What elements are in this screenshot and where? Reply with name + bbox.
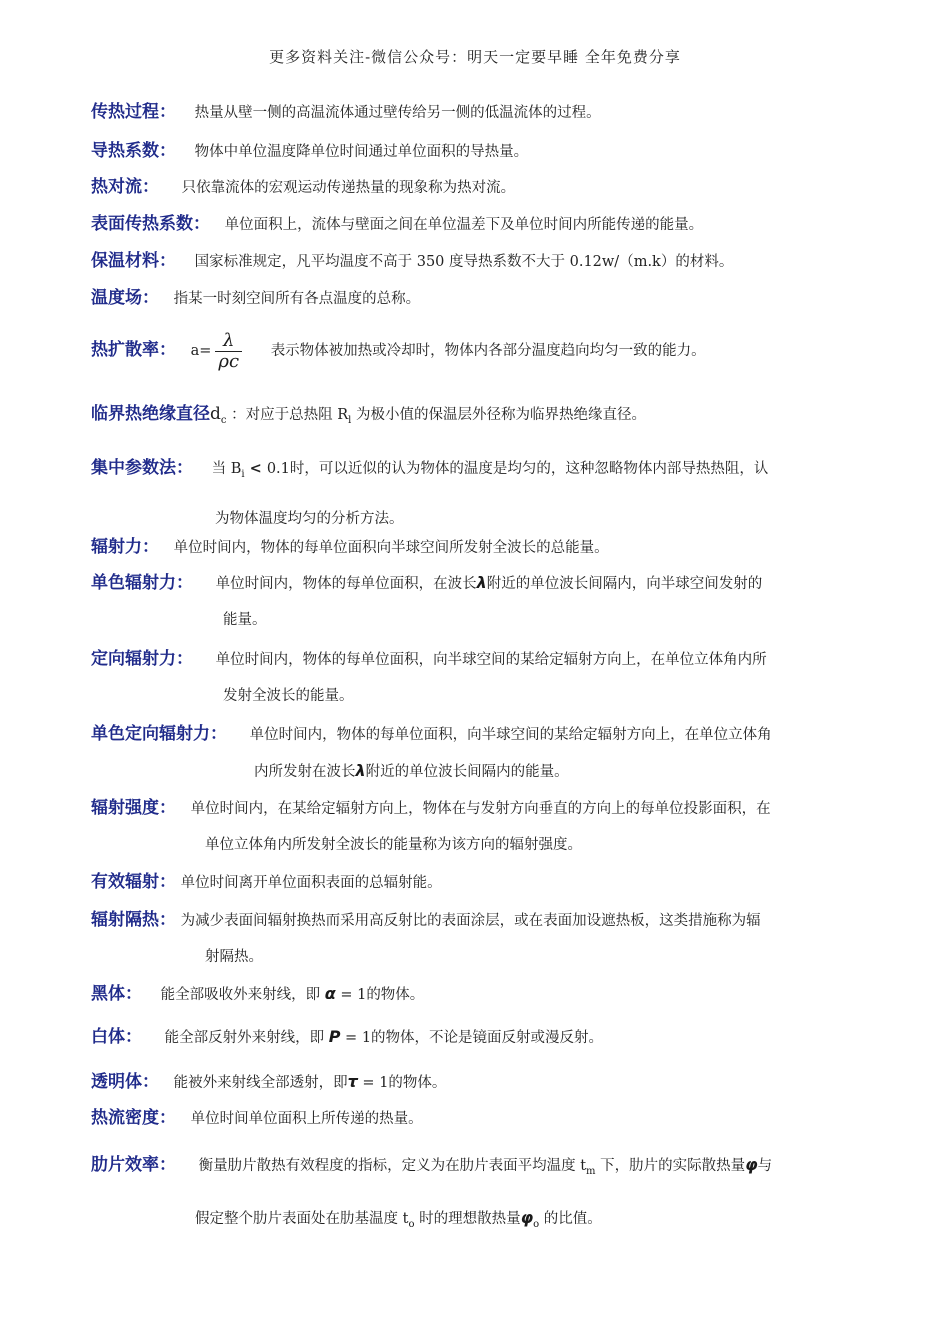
definition-surface-heat-transfer-coefficient (91, 206, 861, 243)
definition-text: 单位时间内，物体的每单位面积，向半球空间的某给定辐射方向上，在单位立体角 (249, 727, 772, 743)
term-label: 传热过程： (91, 102, 176, 122)
definition-text: 单位时间内，物体的每单位面积，向半球空间的某给定辐射方向上，在单位立体角内所 (215, 652, 767, 668)
definition-text-b: 0.1时，可以近似的认为物体的温度是均匀的，这种忽略物体内部导热热阻，认 (266, 461, 769, 477)
term-label: 热流密度： (91, 1108, 176, 1128)
definition-text: 国家标准规定，凡平均温度不高于 350 度导热系数不大于 0.12w/（m.k）的材料。 (194, 254, 734, 270)
term-label: 导热系数： (91, 141, 176, 161)
equals-one: = 1 (357, 1075, 389, 1091)
definition-effective-radiation (91, 864, 861, 901)
definition-text-b: 的物体，不论是镜面反射或漫反射。 (371, 1030, 604, 1046)
definition-critical-insulation-diameter (91, 396, 861, 439)
symbol-phi-zero: φ (520, 1207, 534, 1227)
definition-continuation-b: 附近的单位波长间隔内的能量。 (365, 764, 569, 780)
definition-continuation: 单位立体角内所发射全波长的能量称为该方向的辐射强度。 (205, 837, 582, 853)
definition-emissive-power (91, 529, 861, 566)
definition-text-b: 下，肋片的实际散热量 (595, 1158, 746, 1174)
term-label: 辐射强度： (91, 798, 176, 818)
formula-lhs: a= (190, 343, 212, 359)
definition-text-a: 当 B (211, 461, 242, 477)
term-label: 临界热绝缘直径 (91, 404, 210, 424)
definition-continuation (91, 753, 861, 790)
symbol-phi: φ (745, 1155, 758, 1174)
definition-text: 为减少表面间辐射换热而采用高反射比的表面涂层，或在表面加设遮热板，这类措施称为辐 (180, 913, 761, 929)
fraction-denominator: ρc (218, 350, 240, 372)
symbol-lambda: λ (476, 573, 487, 592)
definition-continuation: 能量。 (223, 612, 267, 628)
definition-continuation (91, 1195, 861, 1248)
definition-text-a: 衡量肋片散热有效程度的指标，定义为在肋片表面平均温度 t (198, 1158, 587, 1174)
term-label: 单色定向辐射力： (91, 724, 227, 744)
definition-text: 热量从壁一侧的高温流体通过壁传给另一侧的低温流体的过程。 (194, 105, 601, 121)
subscript-o: o (408, 1218, 415, 1230)
symbol-lambda: λ (355, 761, 366, 780)
term-label: 有效辐射： (91, 872, 176, 892)
term-label: 热扩散率： (91, 340, 176, 360)
definition-text: 单位时间内，在某给定辐射方向上，物体在与发射方向垂直的方向上的每单位投影面积，在 (190, 801, 771, 817)
definition-text-a: 单位时间内，物体的每单位面积，在波长 (215, 576, 477, 592)
definition-radiation-intensity (91, 790, 861, 863)
fraction-numerator: λ (215, 331, 242, 352)
definition-fin-efficiency (91, 1142, 861, 1248)
definition-lumped-parameter-method (91, 446, 861, 541)
definition-heat-flux (91, 1100, 861, 1137)
term-label: 透明体： (91, 1072, 159, 1092)
definition-text-a: ：对应于总热阻 R (231, 407, 349, 423)
term-label: 辐射力： (91, 537, 159, 557)
term-label: 白体： (91, 1027, 142, 1047)
definition-continuation-a: 内所发射在波长 (254, 764, 356, 780)
equals-one: = 1 (335, 987, 367, 1003)
page-header: 更多资料关注-微信公众号：明天一定要早睡 全年免费分享 (269, 48, 681, 66)
definition-text-b: 为极小值的保温层外径称为临界热绝缘直径。 (351, 407, 646, 423)
definition-continuation-a: 假定整个肋片表面处在肋基温度 t (195, 1210, 409, 1227)
definition-text: 物体中单位温度降单位时间通过单位面积的导热量。 (194, 144, 529, 160)
definition-monochromatic-emissive-power (91, 565, 861, 638)
subscript-o: o (533, 1218, 540, 1230)
definition-temperature-field (91, 280, 861, 317)
symbol-alpha: α (324, 984, 336, 1003)
definition-text: 指某一时刻空间所有各点温度的总称。 (173, 291, 421, 307)
definition-directional-emissive-power (91, 641, 861, 714)
definition-text-a: 能全部反射外来射线，即 (164, 1030, 329, 1046)
definition-heat-transfer-process (91, 94, 861, 131)
term-label: 热对流： (91, 177, 159, 197)
definition-continuation-b: 时的理想散热量 (414, 1210, 521, 1227)
term-label: 黑体： (91, 984, 142, 1004)
definition-text-b: 的物体。 (366, 987, 425, 1003)
less-than-sign: < (244, 460, 267, 477)
definition-radiation-shielding (91, 902, 861, 975)
definition-thermal-diffusivity (91, 326, 861, 375)
definition-text-a: 能被外来射线全部透射，即 (173, 1075, 348, 1091)
definition-continuation: 发射全波长的能量。 (223, 688, 354, 704)
symbol-d: d (210, 404, 221, 424)
term-label: 温度场： (91, 288, 159, 308)
symbol-p: P (328, 1027, 341, 1046)
definition-text: 只依靠流体的宏观运动传递热量的现象称为热对流。 (181, 180, 516, 196)
definition-insulation-material (91, 243, 861, 280)
term-label: 肋片效率： (91, 1155, 176, 1175)
diffusivity-fraction (215, 331, 242, 372)
definition-text: 单位时间离开单位面积表面的总辐射能。 (180, 875, 442, 891)
term-label: 单色辐射力： (91, 573, 193, 593)
definition-continuation-c: 的比值。 (539, 1210, 602, 1227)
subscript-i: i (241, 468, 245, 480)
symbol-tau: τ (347, 1072, 358, 1091)
definition-thermal-conductivity (91, 133, 861, 170)
definition-transparent-body (91, 1064, 861, 1101)
equals-one: = 1 (340, 1030, 372, 1046)
subscript-l: l (348, 414, 352, 426)
term-label: 保温材料： (91, 251, 176, 271)
definition-text: 表示物体被加热或冷却时，物体内各部分温度趋向均匀一致的能力。 (270, 343, 706, 359)
term-label: 辐射隔热： (91, 910, 176, 930)
definition-continuation: 射隔热。 (205, 949, 263, 965)
term-label: 定向辐射力： (91, 649, 193, 669)
definition-text-b: 的物体。 (388, 1075, 447, 1091)
definition-text: 单位时间内，物体的每单位面积向半球空间所发射全波长的总能量。 (173, 540, 609, 556)
definition-black-body (91, 976, 861, 1013)
definition-white-body (91, 1019, 861, 1056)
definition-monochromatic-directional-emissive-power (91, 716, 861, 790)
definition-convection (91, 169, 861, 206)
term-label: 集中参数法： (91, 458, 193, 478)
term-label: 表面传热系数： (91, 214, 210, 234)
definition-text-c: 与 (757, 1158, 773, 1174)
definition-text-b: 附近的单位波长间隔内，向半球空间发射的 (486, 576, 763, 592)
definition-text: 单位面积上，流体与壁面之间在单位温差下及单位时间内所能传递的能量。 (224, 217, 704, 233)
definition-text: 单位时间单位面积上所传递的热量。 (190, 1111, 423, 1127)
subscript-c: c (220, 414, 227, 426)
subscript-m: m (586, 1165, 596, 1177)
definition-text-a: 能全部吸收外来射线，即 (160, 987, 325, 1003)
definition-continuation: 为物体温度均匀的分析方法。 (215, 510, 404, 527)
